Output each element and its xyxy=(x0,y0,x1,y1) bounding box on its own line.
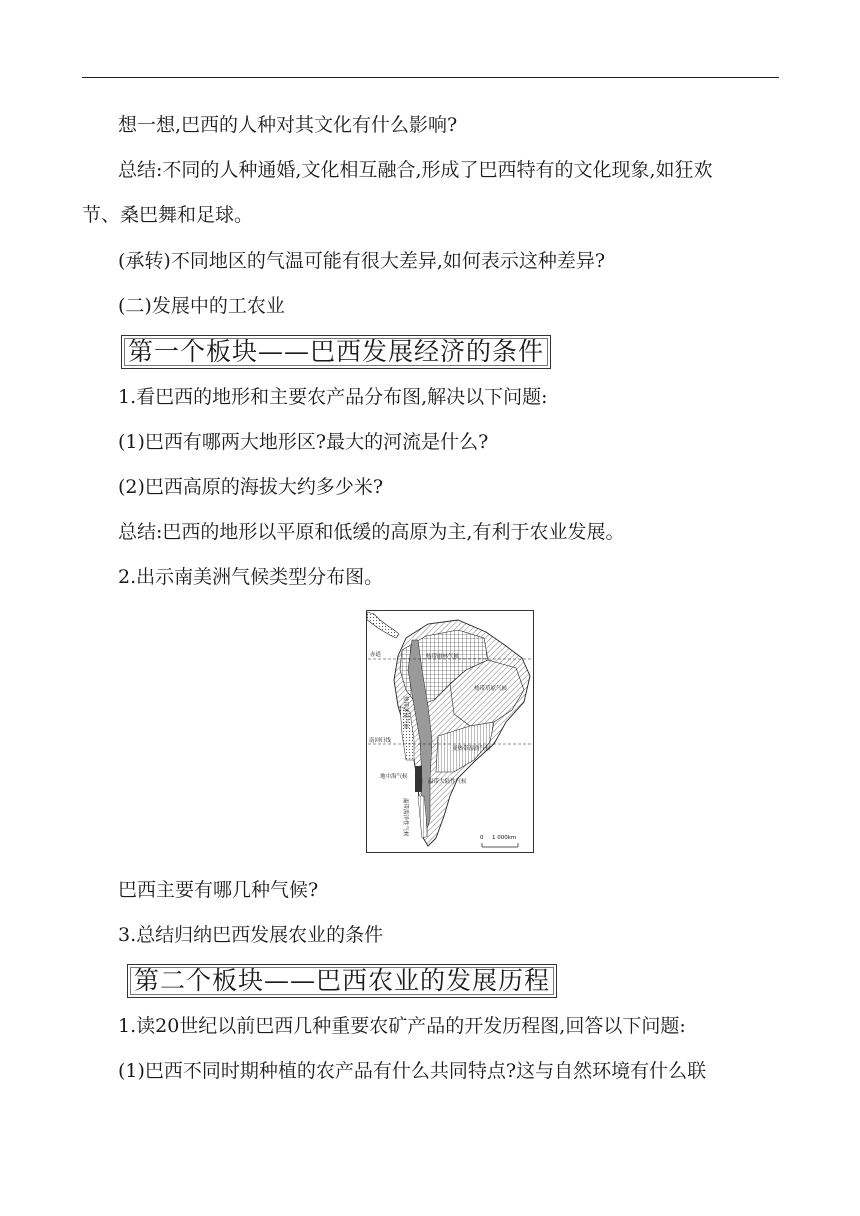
summary-terrain: 总结:巴西的地形以平原和低缓的高原为主,有利于农业发展。 xyxy=(118,521,625,543)
question-2: 2.出示南美洲气候类型分布图。 xyxy=(118,566,384,588)
label-rainforest: 热带雨林气候 xyxy=(426,654,460,660)
label-scale: 1 000km xyxy=(492,835,517,841)
label-temperate-continental: 温带大陆性气候 xyxy=(428,779,467,785)
mediterranean-region xyxy=(415,766,422,792)
section-heading: (二)发展中的工农业 xyxy=(118,295,285,317)
header-rule xyxy=(82,77,779,78)
question-2a: 巴西主要有哪几种气候? xyxy=(118,879,319,901)
label-tropic: 南回归线 xyxy=(369,738,392,744)
paragraph-think: 想一想,巴西的人种对其文化有什么影响? xyxy=(118,114,458,136)
question-1: 1.看巴西的地形和主要农产品分布图,解决以下问题: xyxy=(118,386,548,408)
climate-map xyxy=(366,610,534,853)
question-4: 1.读20世纪以前巴西几种重要农矿产品的开发历程图,回答以下问题: xyxy=(118,1015,686,1037)
label-savanna: 热带草原气候 xyxy=(474,686,508,692)
block-title-2: 第二个板块——巴西农业的发展历程 xyxy=(127,964,557,998)
question-4a: (1)巴西不同时期种植的农产品有什么共同特点?这与自然环境有什么联 xyxy=(118,1060,707,1082)
question-1a: (1)巴西有哪两大地形区?最大的河流是什么? xyxy=(118,431,489,453)
label-desert: 热带沙漠气候 xyxy=(402,696,408,730)
paragraph-summary-line1: 总结:不同的人种通婚,文化相互融合,形成了巴西特有的文化现象,如狂欢 xyxy=(118,159,713,181)
label-subtropical: 亚热带湿润气候 xyxy=(452,746,491,752)
label-scale-zero: 0 xyxy=(480,835,484,841)
paragraph-summary-line2: 节、桑巴舞和足球。 xyxy=(82,204,254,226)
label-temperate-marine: 温带海洋性气候 xyxy=(402,798,408,837)
question-1b: (2)巴西高原的海拔大约多少米? xyxy=(118,476,384,498)
block-title-1: 第一个板块——巴西发展经济的条件 xyxy=(121,335,551,369)
label-mediterranean: 地中海气候 xyxy=(380,774,408,780)
label-equator: 赤道 xyxy=(370,652,382,658)
paragraph-transition: (承转)不同地区的气温可能有很大差异,如何表示这种差异? xyxy=(118,250,606,272)
question-3: 3.总结归纳巴西发展农业的条件 xyxy=(118,924,384,946)
